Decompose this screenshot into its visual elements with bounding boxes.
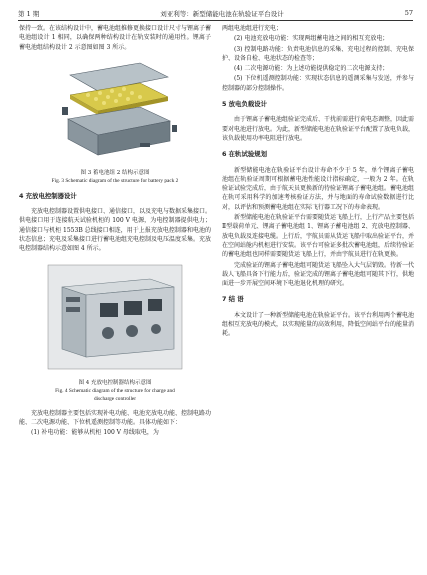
section-7-heading: 7 结 语 — [222, 295, 244, 304]
function-item-4: (4) 二次电源功能：为上述功能提供稳定的二次电源支持； — [234, 65, 389, 73]
section-7-paragraph: 本文设计了一种新型储能电池在轨验证平台。该平台利用两个蓄电池组相互充放电的模式，以实现能量的高效利用，降低空间站平台的能量消耗。 — [222, 311, 415, 338]
controller-illustration — [40, 257, 190, 377]
section-4-heading: 4 充放电控制器设计 — [19, 191, 77, 200]
figure-4-caption-zh: 图 4 充放电控制器结构示意图 — [78, 379, 152, 386]
figure-4-caption-en-1: Fig. 4 Schematic diagram of the structure for charge and — [55, 387, 175, 394]
section-6-paragraph-1: 新型储能电池在轨验证平台设计寿命不少于 5 年，单个锂离子蓄电池组在轨验证周期可根据蓄电池性能设计指标确定，一般为 2 年。在轨验证试验完成后，由于航天员更换新的待验证锂离子蓄电池组。蓄电池组在轨可采用科学的加速考核验证方法，并与地面的寿命试验数据进行比对，以评估和预测蓄电池组在实际飞行器工况下的寿命表现。 — [222, 166, 415, 211]
function-item-2: (2) 电池充放电功能：实现两组蓄电池之间的相互充放电； — [234, 35, 389, 43]
page-number: 57 — [404, 9, 413, 17]
section-6-paragraph-3: 完成验证的锂离子蓄电池组可随货运飞船坠入大气层销毁。待新一代载人飞船具备下行能力后，验证完成的锂离子蓄电池组可随其下行，供地面进一步开展空间环境下电池退化机理的研究。 — [222, 261, 415, 288]
figure-4-controller — [40, 257, 190, 377]
figure-4-caption-en-2: discharge controller — [93, 395, 137, 402]
running-header — [18, 6, 413, 21]
section-5-paragraph: 由于锂离子蓄电池组验证完成后、干扰前需进行荷电态调整，因此需要对电池进行放电。为此，新型储能电池在轨验证平台配置了放电负载，该负载使用功率电阻进行放电。 — [222, 116, 415, 142]
function-item-3: (3) 控制电路功能：负责电池信息的采集、充电过程的控制、充电保护、设备自检、电池状态的检查等； — [222, 45, 414, 62]
controller-functions-paragraph: 充放电控制器主要包括实现补电功能、电池充放电功能、控制电路功能、二次电源功能、下位机遥测控制等功能。具体功能如下： — [19, 409, 212, 426]
section-6-paragraph-2: 新型储能电池在轨验证平台需要随货运飞船上行，上行产品主要包括Ⅱ型载荷单元、锂离子蓄电池组 1、锂离子蓄电池组 2、充放电控制器、放电负载及连接电缆。上行后，宇航员需从货运飞船中取出验证平台，并在空间站舱内机柜进行安装。该平台可验证多批次蓄电池组，后续待验证的蓄电池组也同样需要随货运飞船上行，并由宇航员进行在轨更换。 — [222, 214, 415, 259]
function-item-1-cont: 两组电池组进行充电； — [222, 25, 283, 32]
issue-label: 第 1 期 — [18, 9, 40, 18]
right-column — [222, 24, 414, 340]
section-4-paragraph: 充放电控制器设置供电接口、通信接口，以及充电与数据采集接口。供电接口用于连接航天试验机柜的 100 V 电源，为电控制器提供电力；通信接口与机柜 1553B 总线接口相连，用于上报充放电控制器和电池的状态信息；充电及采集接口进行蓄电池组充电控制及电压温度采集。充放电控制器结构示意如图 4 所示。 — [19, 208, 212, 253]
function-item-1: (1) 补电功能：能够从机柜 100 V 母线取电，为 — [31, 429, 159, 437]
figure-3-caption-en: Fig. 3 Schematic diagram of the structure for battery pack 2 — [51, 177, 179, 184]
section-5-heading: 5 放电负载设计 — [222, 100, 268, 109]
figure-3-battery-pack — [40, 55, 190, 167]
section-6-heading: 6 在轨试验规划 — [222, 150, 268, 159]
battery-pack-illustration — [40, 55, 190, 167]
running-title: 刘亚利等：新型储能电池在轨验证平台设计 — [160, 9, 284, 18]
left-column — [19, 24, 211, 439]
function-item-5: (5) 下位机遥测控制功能：实现状态信息的遥测采集与发送，并参与控制器的部分控制操作。 — [222, 75, 414, 92]
intro-paragraph: 保持一致。在该结构设计中，蓄电池组推修更换接口设计尺寸与锂离子蓄电池组设计 1 相同，以确保两种结构设计在轨安装时的通用性。锂离子蓄电池组结构设计 2 示意图如图 3 所示。 — [19, 25, 212, 51]
figure-3-caption-zh: 图 3 蓄电池组 2 结构示意图 — [80, 169, 150, 176]
